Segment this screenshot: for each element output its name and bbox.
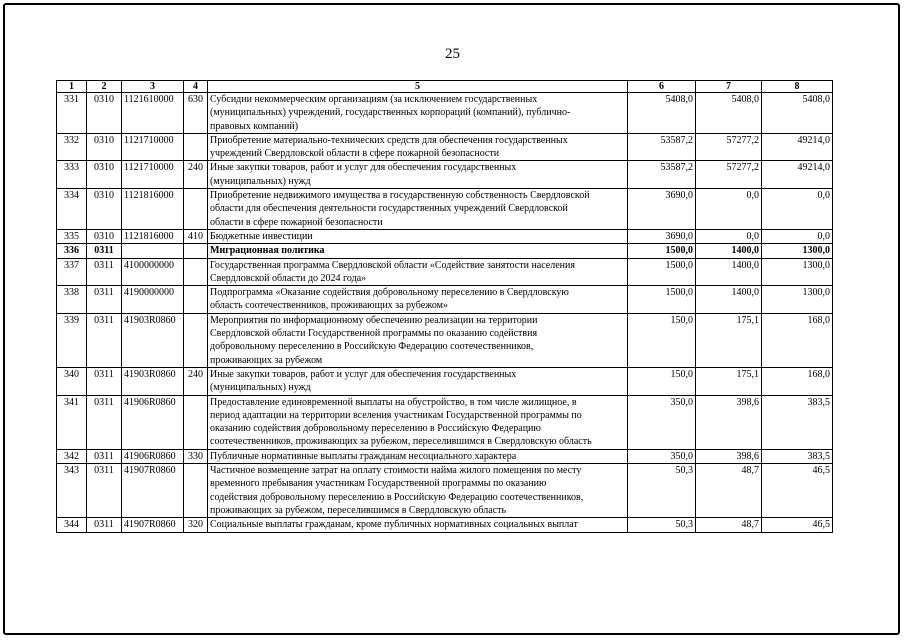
item-name-cell bbox=[208, 93, 628, 134]
row-number-cell: 340 bbox=[57, 367, 87, 395]
item-name-line: Свердловской области до 2024 года» bbox=[210, 272, 367, 284]
target-article-cell: 1121710000 bbox=[122, 133, 184, 161]
amount-col6-cell: 1500,0 bbox=[628, 286, 696, 314]
expense-type-cell bbox=[184, 464, 208, 518]
amount-col7-cell: 57277,2 bbox=[696, 133, 762, 161]
item-name-line: Бюджетные инвестиции bbox=[210, 230, 313, 242]
item-name-cell bbox=[208, 464, 628, 518]
amount-col6-cell: 50,3 bbox=[628, 518, 696, 532]
table-row bbox=[57, 286, 833, 314]
expense-type-cell: 630 bbox=[184, 93, 208, 134]
header-cell: 2 bbox=[87, 81, 122, 93]
table-row bbox=[57, 229, 833, 243]
table-row bbox=[57, 313, 833, 367]
amount-col7-cell: 48,7 bbox=[696, 464, 762, 518]
item-name-line: проживающих за рубежом bbox=[210, 354, 323, 366]
target-article-cell bbox=[122, 244, 184, 258]
expense-type-cell: 410 bbox=[184, 229, 208, 243]
item-name-line: Социальные выплаты гражданам, кроме публичных нормативных социальных выплат bbox=[210, 519, 578, 531]
item-name-line: проживающих за рубежом, переселившимся в Свердловскую область bbox=[210, 504, 507, 516]
amount-col6-cell: 150,0 bbox=[628, 313, 696, 367]
target-article-cell: 1121610000 bbox=[122, 93, 184, 134]
item-name-line: (муниципальных) нужд bbox=[210, 382, 311, 394]
amount-col7-cell: 1400,0 bbox=[696, 244, 762, 258]
table-row bbox=[57, 93, 833, 134]
item-name-cell bbox=[208, 313, 628, 367]
item-name-cell bbox=[208, 395, 628, 449]
expense-type-cell bbox=[184, 313, 208, 367]
header-row bbox=[57, 81, 833, 93]
item-name-line: Предоставление единовременной выплаты на обустройство, в том числе жилищное, в bbox=[210, 396, 577, 408]
amount-col6-cell: 350,0 bbox=[628, 449, 696, 463]
target-article-cell: 1121816000 bbox=[122, 189, 184, 230]
row-number-cell: 332 bbox=[57, 133, 87, 161]
table-row bbox=[57, 464, 833, 518]
table-row bbox=[57, 367, 833, 395]
amount-col8-cell: 1300,0 bbox=[762, 244, 833, 258]
item-name-line: Подпрограмма «Оказание содействия добровольному переселению в Свердловскую bbox=[210, 287, 569, 299]
amount-col8-cell: 168,0 bbox=[762, 313, 833, 367]
item-name-line: Частичное возмещение затрат на оплату стоимости найма жилого помещения по месту bbox=[210, 465, 582, 477]
item-name-line: Иные закупки товаров, работ и услуг для обеспечения государственных bbox=[210, 162, 517, 174]
amount-col8-cell: 46,5 bbox=[762, 518, 833, 532]
expense-type-cell bbox=[184, 244, 208, 258]
expense-type-cell: 330 bbox=[184, 449, 208, 463]
section-code-cell: 0311 bbox=[87, 518, 122, 532]
amount-col6-cell: 5408,0 bbox=[628, 93, 696, 134]
target-article-cell: 4190000000 bbox=[122, 286, 184, 314]
amount-col7-cell: 398,6 bbox=[696, 449, 762, 463]
item-name-line: добровольному переселению в Российскую Федерацию соотечественников, bbox=[210, 341, 534, 353]
header-cell: 7 bbox=[696, 81, 762, 93]
amount-col8-cell: 168,0 bbox=[762, 367, 833, 395]
item-name-cell bbox=[208, 161, 628, 189]
section-code-cell: 0310 bbox=[87, 161, 122, 189]
row-number-cell: 336 bbox=[57, 244, 87, 258]
amount-col7-cell: 0,0 bbox=[696, 189, 762, 230]
amount-col7-cell: 1400,0 bbox=[696, 258, 762, 286]
expense-type-cell: 320 bbox=[184, 518, 208, 532]
section-code-cell: 0310 bbox=[87, 229, 122, 243]
amount-col8-cell: 1300,0 bbox=[762, 286, 833, 314]
row-number-cell: 337 bbox=[57, 258, 87, 286]
item-name-line: (муниципальных) учреждений, государственных корпораций (компаний), публично- bbox=[210, 107, 571, 119]
header-cell: 8 bbox=[762, 81, 833, 93]
amount-col8-cell: 1300,0 bbox=[762, 258, 833, 286]
amount-col7-cell: 175,1 bbox=[696, 367, 762, 395]
item-name-line: Мероприятия по информационному обеспечению реализации на территории bbox=[210, 314, 538, 326]
target-article-cell: 41907R0860 bbox=[122, 518, 184, 532]
row-number-cell: 335 bbox=[57, 229, 87, 243]
expense-type-cell: 240 bbox=[184, 367, 208, 395]
table-row bbox=[57, 518, 833, 532]
section-code-cell: 0311 bbox=[87, 258, 122, 286]
table-body bbox=[57, 93, 833, 533]
item-name-cell bbox=[208, 244, 628, 258]
amount-col6-cell: 1500,0 bbox=[628, 258, 696, 286]
amount-col6-cell: 3690,0 bbox=[628, 189, 696, 230]
amount-col8-cell: 49214,0 bbox=[762, 161, 833, 189]
item-name-line: области для обеспечения деятельности государственных учреждений Свердловской bbox=[210, 203, 568, 215]
section-code-cell: 0311 bbox=[87, 244, 122, 258]
row-number-cell: 343 bbox=[57, 464, 87, 518]
amount-col6-cell: 53587,2 bbox=[628, 161, 696, 189]
item-name-line: Иные закупки товаров, работ и услуг для обеспечения государственных bbox=[210, 368, 517, 380]
target-article-cell: 41907R0860 bbox=[122, 464, 184, 518]
header-cell: 3 bbox=[122, 81, 184, 93]
target-article-cell: 41906R0860 bbox=[122, 395, 184, 449]
section-code-cell: 0311 bbox=[87, 449, 122, 463]
row-number-cell: 342 bbox=[57, 449, 87, 463]
amount-col6-cell: 3690,0 bbox=[628, 229, 696, 243]
table-row bbox=[57, 244, 833, 258]
section-code-cell: 0310 bbox=[87, 93, 122, 134]
item-name-line: Свердловской области Государственной программы по оказанию содействия bbox=[210, 328, 538, 340]
item-name-line: область соотечественников, проживающих за рубежом» bbox=[210, 300, 448, 312]
header-cell: 1 bbox=[57, 81, 87, 93]
item-name-line: области в сфере пожарной безопасности bbox=[210, 216, 383, 228]
amount-col8-cell: 383,5 bbox=[762, 449, 833, 463]
section-code-cell: 0311 bbox=[87, 367, 122, 395]
row-number-cell: 344 bbox=[57, 518, 87, 532]
item-name-cell bbox=[208, 286, 628, 314]
section-code-cell: 0311 bbox=[87, 286, 122, 314]
amount-col7-cell: 48,7 bbox=[696, 518, 762, 532]
header-cell: 6 bbox=[628, 81, 696, 93]
amount-col8-cell: 5408,0 bbox=[762, 93, 833, 134]
expense-type-cell bbox=[184, 258, 208, 286]
amount-col6-cell: 150,0 bbox=[628, 367, 696, 395]
table-row bbox=[57, 133, 833, 161]
budget-table bbox=[56, 80, 833, 533]
amount-col6-cell: 50,3 bbox=[628, 464, 696, 518]
header-cell: 5 bbox=[208, 81, 628, 93]
target-article-cell: 1121816000 bbox=[122, 229, 184, 243]
item-name-line: Приобретение недвижимого имущества в государственную собственность Свердловской bbox=[210, 190, 590, 202]
target-article-cell: 41903R0860 bbox=[122, 313, 184, 367]
row-number-cell: 341 bbox=[57, 395, 87, 449]
amount-col7-cell: 57277,2 bbox=[696, 161, 762, 189]
amount-col8-cell: 383,5 bbox=[762, 395, 833, 449]
expense-type-cell bbox=[184, 286, 208, 314]
header-cell: 4 bbox=[184, 81, 208, 93]
item-name-line: правовых компаний) bbox=[210, 120, 299, 132]
table-row bbox=[57, 258, 833, 286]
amount-col7-cell: 398,6 bbox=[696, 395, 762, 449]
table-row bbox=[57, 189, 833, 230]
amount-col7-cell: 1400,0 bbox=[696, 286, 762, 314]
item-name-line: соотечественников, проживающих за рубежом, переселившимся в Свердловскую область bbox=[210, 436, 592, 448]
amount-col8-cell: 0,0 bbox=[762, 229, 833, 243]
row-number-cell: 333 bbox=[57, 161, 87, 189]
item-name-cell bbox=[208, 258, 628, 286]
target-article-cell: 41906R0860 bbox=[122, 449, 184, 463]
item-name-line: Миграционная политика bbox=[210, 245, 325, 257]
item-name-cell bbox=[208, 229, 628, 243]
item-name-cell bbox=[208, 189, 628, 230]
amount-col8-cell: 0,0 bbox=[762, 189, 833, 230]
amount-col6-cell: 53587,2 bbox=[628, 133, 696, 161]
amount-col6-cell: 350,0 bbox=[628, 395, 696, 449]
item-name-line: оказанию содействия добровольному переселению в Российскую Федерацию bbox=[210, 423, 541, 435]
amount-col7-cell: 175,1 bbox=[696, 313, 762, 367]
item-name-line: Государственная программа Свердловской области «Содействие занятости населения bbox=[210, 259, 575, 271]
amount-col7-cell: 0,0 bbox=[696, 229, 762, 243]
section-code-cell: 0311 bbox=[87, 395, 122, 449]
expense-type-cell bbox=[184, 189, 208, 230]
amount-col8-cell: 46,5 bbox=[762, 464, 833, 518]
section-code-cell: 0310 bbox=[87, 133, 122, 161]
table-row bbox=[57, 161, 833, 189]
amount-col7-cell: 5408,0 bbox=[696, 93, 762, 134]
page-number: 25 bbox=[445, 46, 460, 62]
row-number-cell: 339 bbox=[57, 313, 87, 367]
item-name-cell bbox=[208, 133, 628, 161]
item-name-cell bbox=[208, 449, 628, 463]
target-article-cell: 4100000000 bbox=[122, 258, 184, 286]
item-name-cell bbox=[208, 518, 628, 532]
item-name-line: Субсидии некоммерческим организациям (за исключением государственных bbox=[210, 94, 538, 105]
item-name-cell bbox=[208, 367, 628, 395]
section-code-cell: 0310 bbox=[87, 189, 122, 230]
amount-col6-cell: 1500,0 bbox=[628, 244, 696, 258]
table-row bbox=[57, 449, 833, 463]
row-number-cell: 334 bbox=[57, 189, 87, 230]
section-code-cell: 0311 bbox=[87, 313, 122, 367]
amount-col8-cell: 49214,0 bbox=[762, 133, 833, 161]
expense-type-cell: 240 bbox=[184, 161, 208, 189]
item-name-line: Приобретение материально-технических средств для обеспечения государственных bbox=[210, 134, 568, 146]
item-name-line: временного пребывания участникам Государственной программы по оказанию bbox=[210, 478, 547, 490]
target-article-cell: 1121710000 bbox=[122, 161, 184, 189]
item-name-line: Публичные нормативные выплаты гражданам несоциального характера bbox=[210, 450, 517, 462]
table-row bbox=[57, 395, 833, 449]
expense-type-cell bbox=[184, 395, 208, 449]
item-name-line: (муниципальных) нужд bbox=[210, 175, 311, 187]
item-name-line: учреждений Свердловской области в сфере пожарной безопасности bbox=[210, 148, 500, 160]
item-name-line: содействия добровольному переселению в Российскую Федерацию соотечественников, bbox=[210, 491, 584, 503]
item-name-line: период адаптации на территории вселения участникам Государственной программы по bbox=[210, 409, 582, 421]
expense-type-cell bbox=[184, 133, 208, 161]
target-article-cell: 41903R0860 bbox=[122, 367, 184, 395]
row-number-cell: 331 bbox=[57, 93, 87, 134]
row-number-cell: 338 bbox=[57, 286, 87, 314]
section-code-cell: 0311 bbox=[87, 464, 122, 518]
